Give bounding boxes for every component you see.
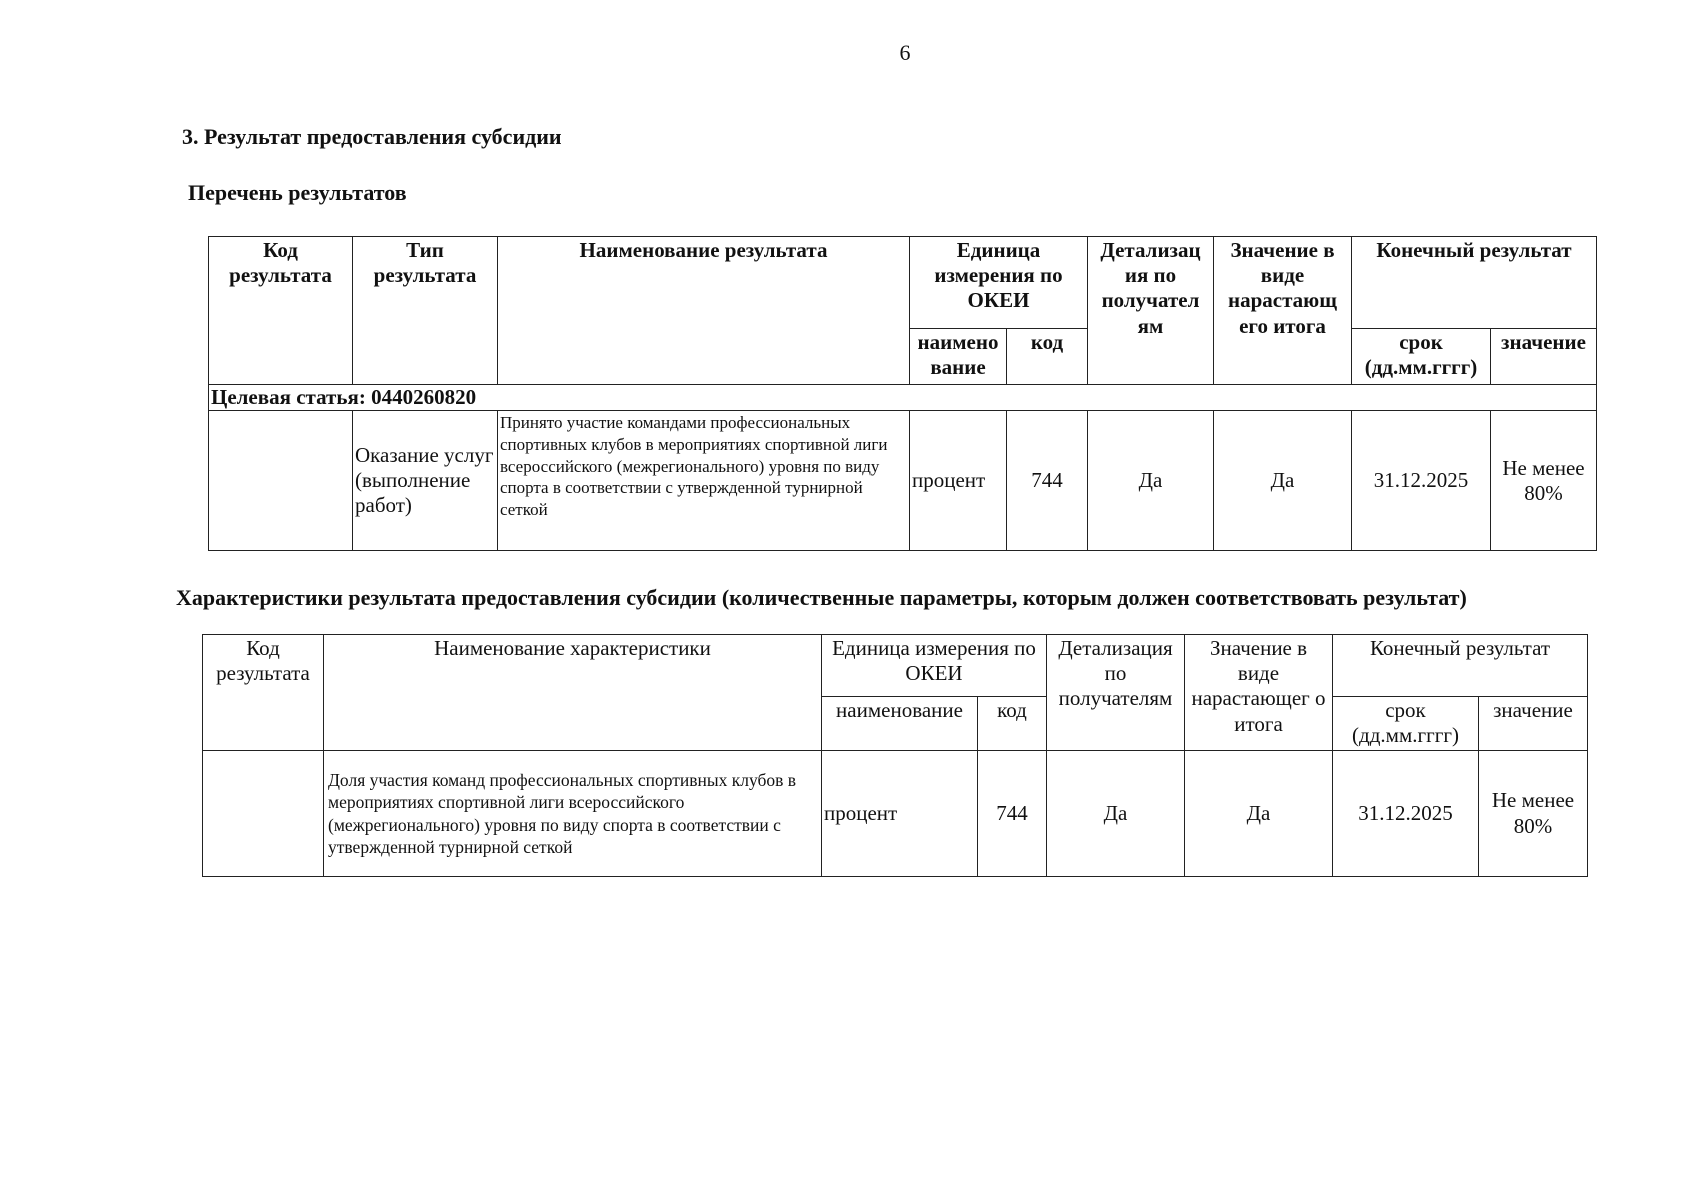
char-name-cell: Доля участия команд профессиональных спортивных клубов в мероприятиях спортивной лиги всероссийского (межрегионального) уровня по виду спорта в соответствии с утвержденной турнирной сеткой: [324, 751, 822, 877]
header-unit-code: код: [1007, 329, 1088, 385]
char-cumulative-cell: Да: [1185, 751, 1333, 877]
header-unit: Единица измерения по ОКЕИ: [910, 237, 1088, 329]
result-name-cell: Принято участие командами профессиональных спортивных клубов в мероприятиях спортивной лиги всероссийского (межрегионального) уровня по виду спорта в соответствии с утвержденной турнирной сеткой: [498, 411, 910, 551]
result-unit-name-cell: процент: [910, 411, 1007, 551]
characteristics-table: [202, 634, 1588, 877]
char-final-date-cell: 31.12.2025: [1333, 751, 1479, 877]
result-type-cell: Оказание услуг (выполнение работ): [353, 411, 498, 551]
char-unit-code-cell: 744: [978, 751, 1047, 877]
char-header-cumulative: Значение в виде нарастающег о итога: [1185, 635, 1333, 751]
result-detail-cell: Да: [1088, 411, 1214, 551]
header-cumulative: Значение в виде нарастающ его итога: [1214, 237, 1352, 385]
results-list-title: Перечень результатов: [188, 180, 407, 205]
page-number: 6: [899, 40, 911, 65]
section-title: 3. Результат предоставления субсидии: [182, 124, 562, 149]
char-header-unit-code: код: [978, 697, 1047, 751]
results-table: [208, 236, 1597, 551]
header-detail: Детализац ия по получател ям: [1088, 237, 1214, 385]
char-header-unit: Единица измерения по ОКЕИ: [822, 635, 1047, 697]
char-header-unit-name: наименование: [822, 697, 978, 751]
result-unit-code-cell: 744: [1007, 411, 1088, 551]
char-header-detail: Детализация по получателям: [1047, 635, 1185, 751]
char-code-cell: [203, 751, 324, 877]
char-header-name: Наименование характеристики: [324, 635, 822, 751]
header-name: Наименование результата: [498, 237, 910, 385]
header-type: Тип результата: [353, 237, 498, 385]
header-final-value: значение: [1491, 329, 1597, 385]
char-header-final-date: срок (дд.мм.гггг): [1333, 697, 1479, 751]
result-final-value-cell: Не менее 80%: [1491, 411, 1597, 551]
characteristics-title: Характеристики результата предоставления субсидии (количественные параметры, которым должен соответствовать результат): [176, 585, 1467, 610]
target-article: Целевая статья: 0440260820: [209, 385, 1597, 411]
header-unit-name: наимено вание: [910, 329, 1007, 385]
header-code: Код результата: [209, 237, 353, 385]
header-final: Конечный результат: [1352, 237, 1597, 329]
result-final-date-cell: 31.12.2025: [1352, 411, 1491, 551]
char-final-value-cell: Не менее 80%: [1479, 751, 1588, 877]
char-detail-cell: Да: [1047, 751, 1185, 877]
result-cumulative-cell: Да: [1214, 411, 1352, 551]
header-final-date: срок (дд.мм.гггг): [1352, 329, 1491, 385]
char-header-final-value: значение: [1479, 697, 1588, 751]
char-header-final: Конечный результат: [1333, 635, 1588, 697]
char-header-code: Код результата: [203, 635, 324, 751]
result-code-cell: [209, 411, 353, 551]
char-unit-name-cell: процент: [822, 751, 978, 877]
